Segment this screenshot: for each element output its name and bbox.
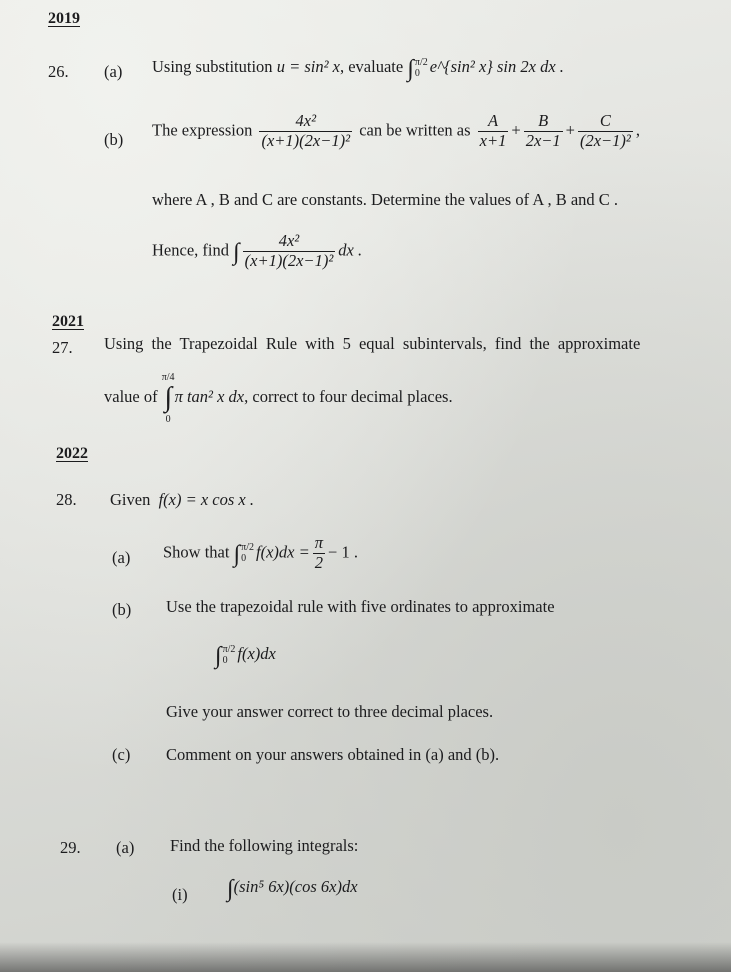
fraction-numerator: π [314, 533, 324, 552]
lower-limit: 0 [414, 68, 420, 80]
q28a-tail: − 1 . [328, 542, 358, 562]
fraction-denominator: x+1 [479, 130, 507, 150]
q28c-label: (c) [112, 745, 131, 764]
q28a-label: (a) [112, 548, 131, 567]
upper-limit: π/2 [414, 57, 428, 69]
q26a-statement [152, 56, 564, 83]
fraction-numerator: 4x² [259, 112, 352, 132]
q28a-limits [241, 542, 254, 564]
q26a-text: Using substitution [152, 57, 273, 76]
q28c-text: Comment on your answers obtained in (a) and (b). [166, 745, 500, 764]
q28b-answer-instruction: Give your answer correct to three decimal places. [166, 702, 494, 721]
upper-limit: π/4 [161, 372, 175, 383]
fraction-numerator: B [524, 112, 563, 132]
fraction-denominator: (x+1)(2x−1)² [244, 250, 334, 270]
fraction-denominator: (x+1)(2x−1)² [261, 130, 351, 150]
question-number-27: 27. [52, 338, 73, 357]
q28-function: f(x) = x cos x . [158, 490, 255, 509]
q28a-text: Show that [163, 542, 230, 562]
lower-limit: 0 [165, 413, 171, 425]
q27-value-of: value of [104, 387, 158, 407]
q29a-label: (a) [116, 838, 135, 857]
q27-integrand: π tan² x dx [174, 387, 245, 407]
upper-limit: π/2 [241, 542, 254, 554]
partial-fraction-a [478, 112, 509, 151]
q28b-integral [215, 643, 276, 670]
q26a-integrand: e^{sin² x} sin 2x dx . [429, 57, 564, 76]
integral-sign: ∫ [215, 643, 222, 669]
q26b-label: (b) [104, 130, 124, 149]
question-number-26: 26. [48, 62, 69, 81]
q28a-fraction [313, 534, 325, 573]
fraction-numerator: 4x² [243, 232, 336, 252]
q28-given [110, 490, 254, 510]
year-heading-2021: 2021 [52, 313, 84, 330]
fraction-denominator: 2x−1 [525, 130, 561, 150]
q26a-substitution: u = sin² x [276, 57, 340, 76]
q26b-hence-end: dx . [338, 240, 363, 260]
upper-limit: π/2 [222, 644, 236, 656]
page-bottom-shadow [0, 942, 731, 972]
q28b-text: Use the trapezoidal rule with five ordinates to approximate [166, 597, 555, 616]
question-number-29: 29. [60, 838, 81, 857]
q26b-statement: The expression $\frac{\text{4x²}}{\text{(x+1)(2x−1)²}}$ can be written as $\frac{A}{x+1}$ + $\frac{B}{2x-1}$ + $\frac{C}{\text{(2x−1)²}}$ , [152, 111, 640, 150]
q26a-limits [415, 57, 428, 79]
q26b-hence-fraction [243, 232, 336, 271]
fraction-denominator: 2 [314, 552, 323, 572]
fraction-numerator: C [578, 112, 633, 132]
q26b-expression [259, 112, 352, 151]
partial-fraction-c [578, 112, 633, 151]
q26b-constants-line: where A , B and C are constants. Determine the values of A , B and C . [152, 190, 619, 209]
q26b-mid: can be written as [359, 120, 471, 140]
q26b-hence [152, 232, 362, 271]
fraction-numerator: A [478, 112, 509, 132]
year-heading-2022: 2022 [56, 445, 88, 462]
q28-given-text: Given [110, 490, 151, 509]
q28b-label: (b) [112, 600, 132, 619]
q29i-integrand: (sin⁵ 6x)(cos 6x)dx [233, 877, 358, 896]
q28a-integrand: f(x)dx = [256, 542, 310, 562]
q26b-text: The expression [152, 120, 253, 140]
integral-sign: ∫ [233, 239, 240, 266]
q27-line2 [104, 372, 453, 425]
partial-fraction-b [524, 112, 563, 151]
q27-end: , correct to four decimal places. [244, 387, 453, 407]
integral-sign: ∫ [407, 56, 414, 82]
fraction-denominator: (2x−1)² [579, 130, 631, 150]
lower-limit: 0 [222, 655, 228, 667]
q27-line1: Using the Trapezoidal Rule with 5 equal subintervals, find the approximate [104, 334, 641, 353]
lower-limit: 0 [241, 553, 247, 565]
q26b-hence-text: Hence, find [152, 240, 229, 260]
integral-sign: ∫ [227, 876, 234, 902]
q28b-limits [223, 644, 236, 666]
q26a-label: (a) [104, 62, 123, 81]
q28b-integrand: f(x)dx [237, 644, 276, 663]
q26a-mid: , evaluate [339, 57, 404, 76]
year-heading-2019: 2019 [48, 10, 80, 27]
question-number-28: 28. [56, 490, 77, 509]
q27-integral [162, 372, 175, 425]
integral-sign: ∫ [233, 541, 241, 568]
q29i-label: (i) [172, 885, 188, 904]
q29a-text: Find the following integrals: [170, 836, 359, 855]
q29i-integral [227, 876, 358, 903]
integral-sign: ∫ [164, 382, 172, 413]
q28a-statement [163, 534, 358, 573]
